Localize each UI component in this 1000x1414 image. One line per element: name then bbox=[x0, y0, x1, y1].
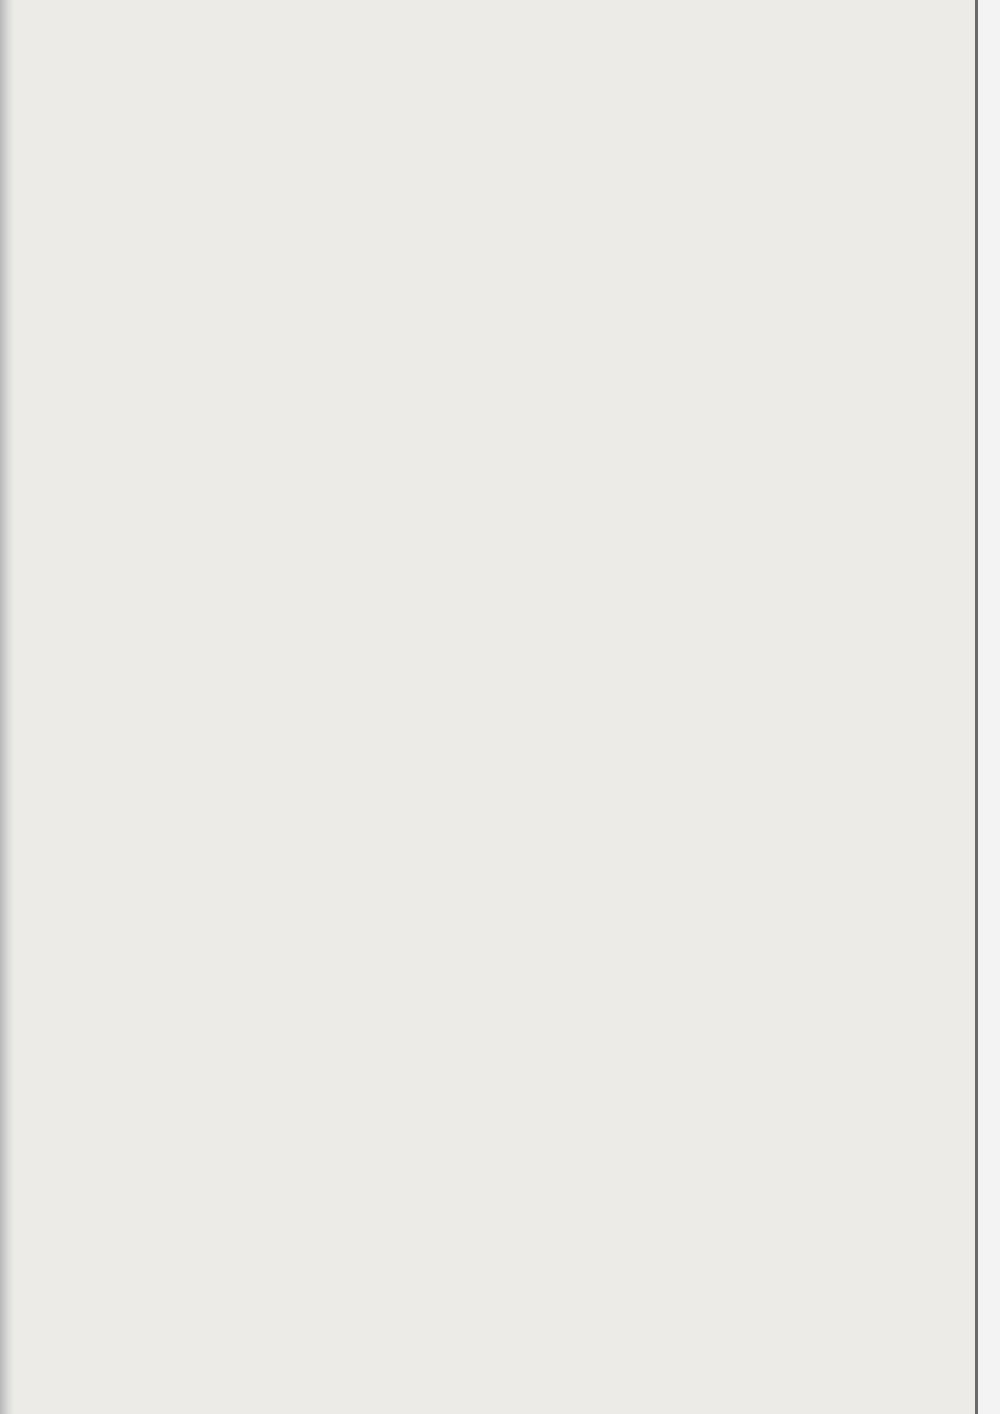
page-content bbox=[142, 30, 937, 66]
page-gutter-shadow bbox=[0, 0, 14, 1414]
page-right-margin bbox=[978, 0, 1000, 1414]
page-edge-line bbox=[975, 0, 978, 1414]
page-header bbox=[142, 30, 937, 60]
